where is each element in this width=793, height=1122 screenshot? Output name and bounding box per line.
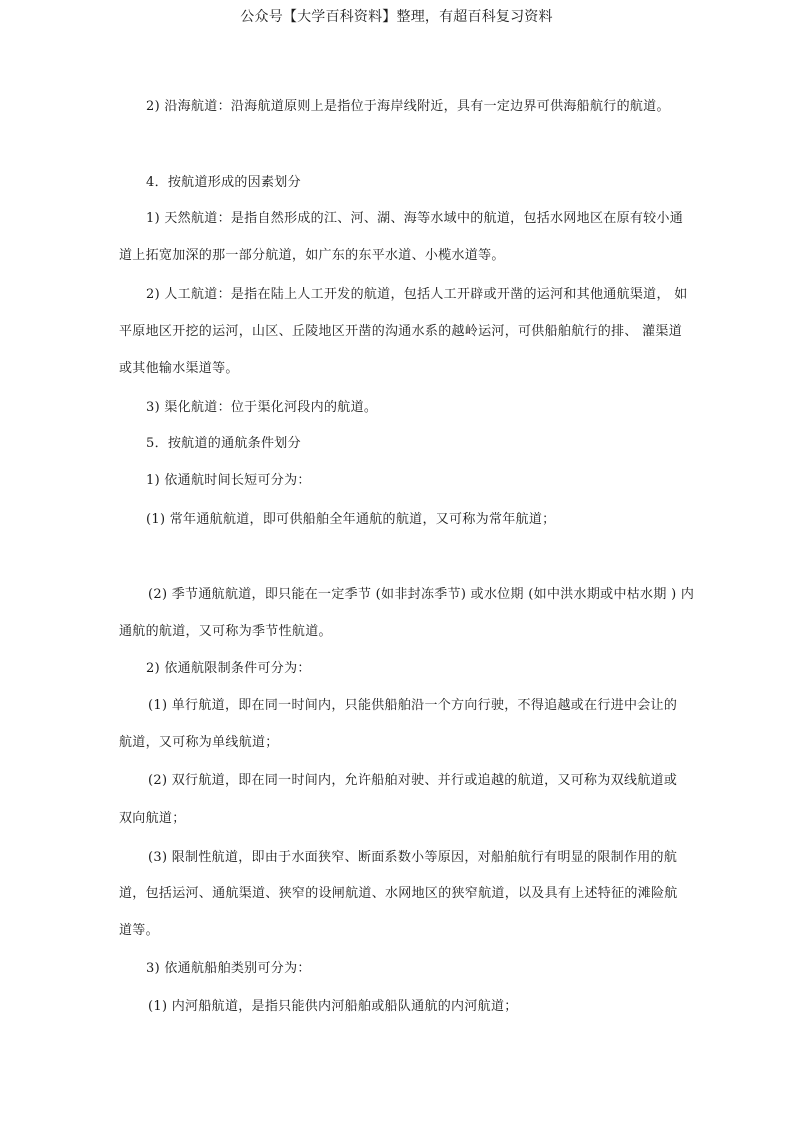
- text-line: 道等。: [119, 923, 159, 938]
- text-line: 2) 人工航道：是指在陆上人工开发的航道，包括人工开辟或开凿的运河和其他通航渠道， 如: [146, 287, 688, 302]
- text-line: 平原地区开挖的运河，山区、丘陵地区开凿的沟通水系的越岭运河，可供船舶航行的排、 灌渠道: [119, 324, 683, 339]
- text-line: (3) 限制性航道，即由于水面狭窄、断面系数小等原因，对船舶航行有明显的限制作用的航: [148, 850, 678, 865]
- text-line: (1) 常年通航航道，即可供船舶全年通航的航道，又可称为常年航道；: [146, 512, 556, 527]
- text-line: 3) 渠化航道：位于渠化河段内的航道。: [146, 400, 378, 415]
- text-line: 2) 沿海航道：沿海航道原则上是指位于海岸线附近，具有一定边界可供海船航行的航道。: [146, 99, 670, 114]
- text-line: 双向航道；: [119, 811, 186, 826]
- text-line: (2) 双行航道，即在同一时间内，允许船舶对驶、并行或追越的航道，又可称为双线航道或: [148, 773, 678, 788]
- text-line: (1) 单行航道，即在同一时间内，只能供船舶沿一个方向行驶，不得追越或在行进中会让的: [148, 698, 678, 713]
- text-line: (2) 季节通航航道，即只能在一定季节 (如非封冻季节) 或水位期 (如中洪水期或中枯水期 ) 内: [148, 587, 695, 602]
- section-heading: 4．按航道形成的因素划分: [146, 175, 301, 190]
- text-line: 道，包括运河、通航渠道、狭窄的设闸航道、水网地区的狭窄航道，以及具有上述特征的滩险航: [119, 886, 678, 901]
- text-line: 或其他输水渠道等。: [119, 361, 239, 376]
- text-line: 2) 依通航限制条件可分为：: [146, 661, 311, 676]
- text-line: 1) 天然航道：是指自然形成的江、河、湖、海等水域中的航道，包括水网地区在原有较小通: [146, 211, 684, 226]
- text-line: 航道，又可称为单线航道；: [119, 735, 279, 750]
- text-line: 道上拓宽加深的那一部分航道，如广东的东平水道、小榄水道等。: [119, 248, 505, 263]
- text-line: 3) 依通航船舶类别可分为：: [146, 961, 311, 976]
- section-heading: 5．按航道的通航条件划分: [146, 436, 301, 451]
- page-header: 公众号【大学百科资料】整理，有超百科复习资料: [240, 9, 553, 25]
- text-line: 通航的航道，又可称为季节性航道。: [119, 624, 332, 639]
- text-line: 1) 依通航时间长短可分为：: [146, 473, 311, 488]
- text-line: (1) 内河船航道，是指只能供内河船舶或船队通航的内河航道；: [148, 999, 518, 1014]
